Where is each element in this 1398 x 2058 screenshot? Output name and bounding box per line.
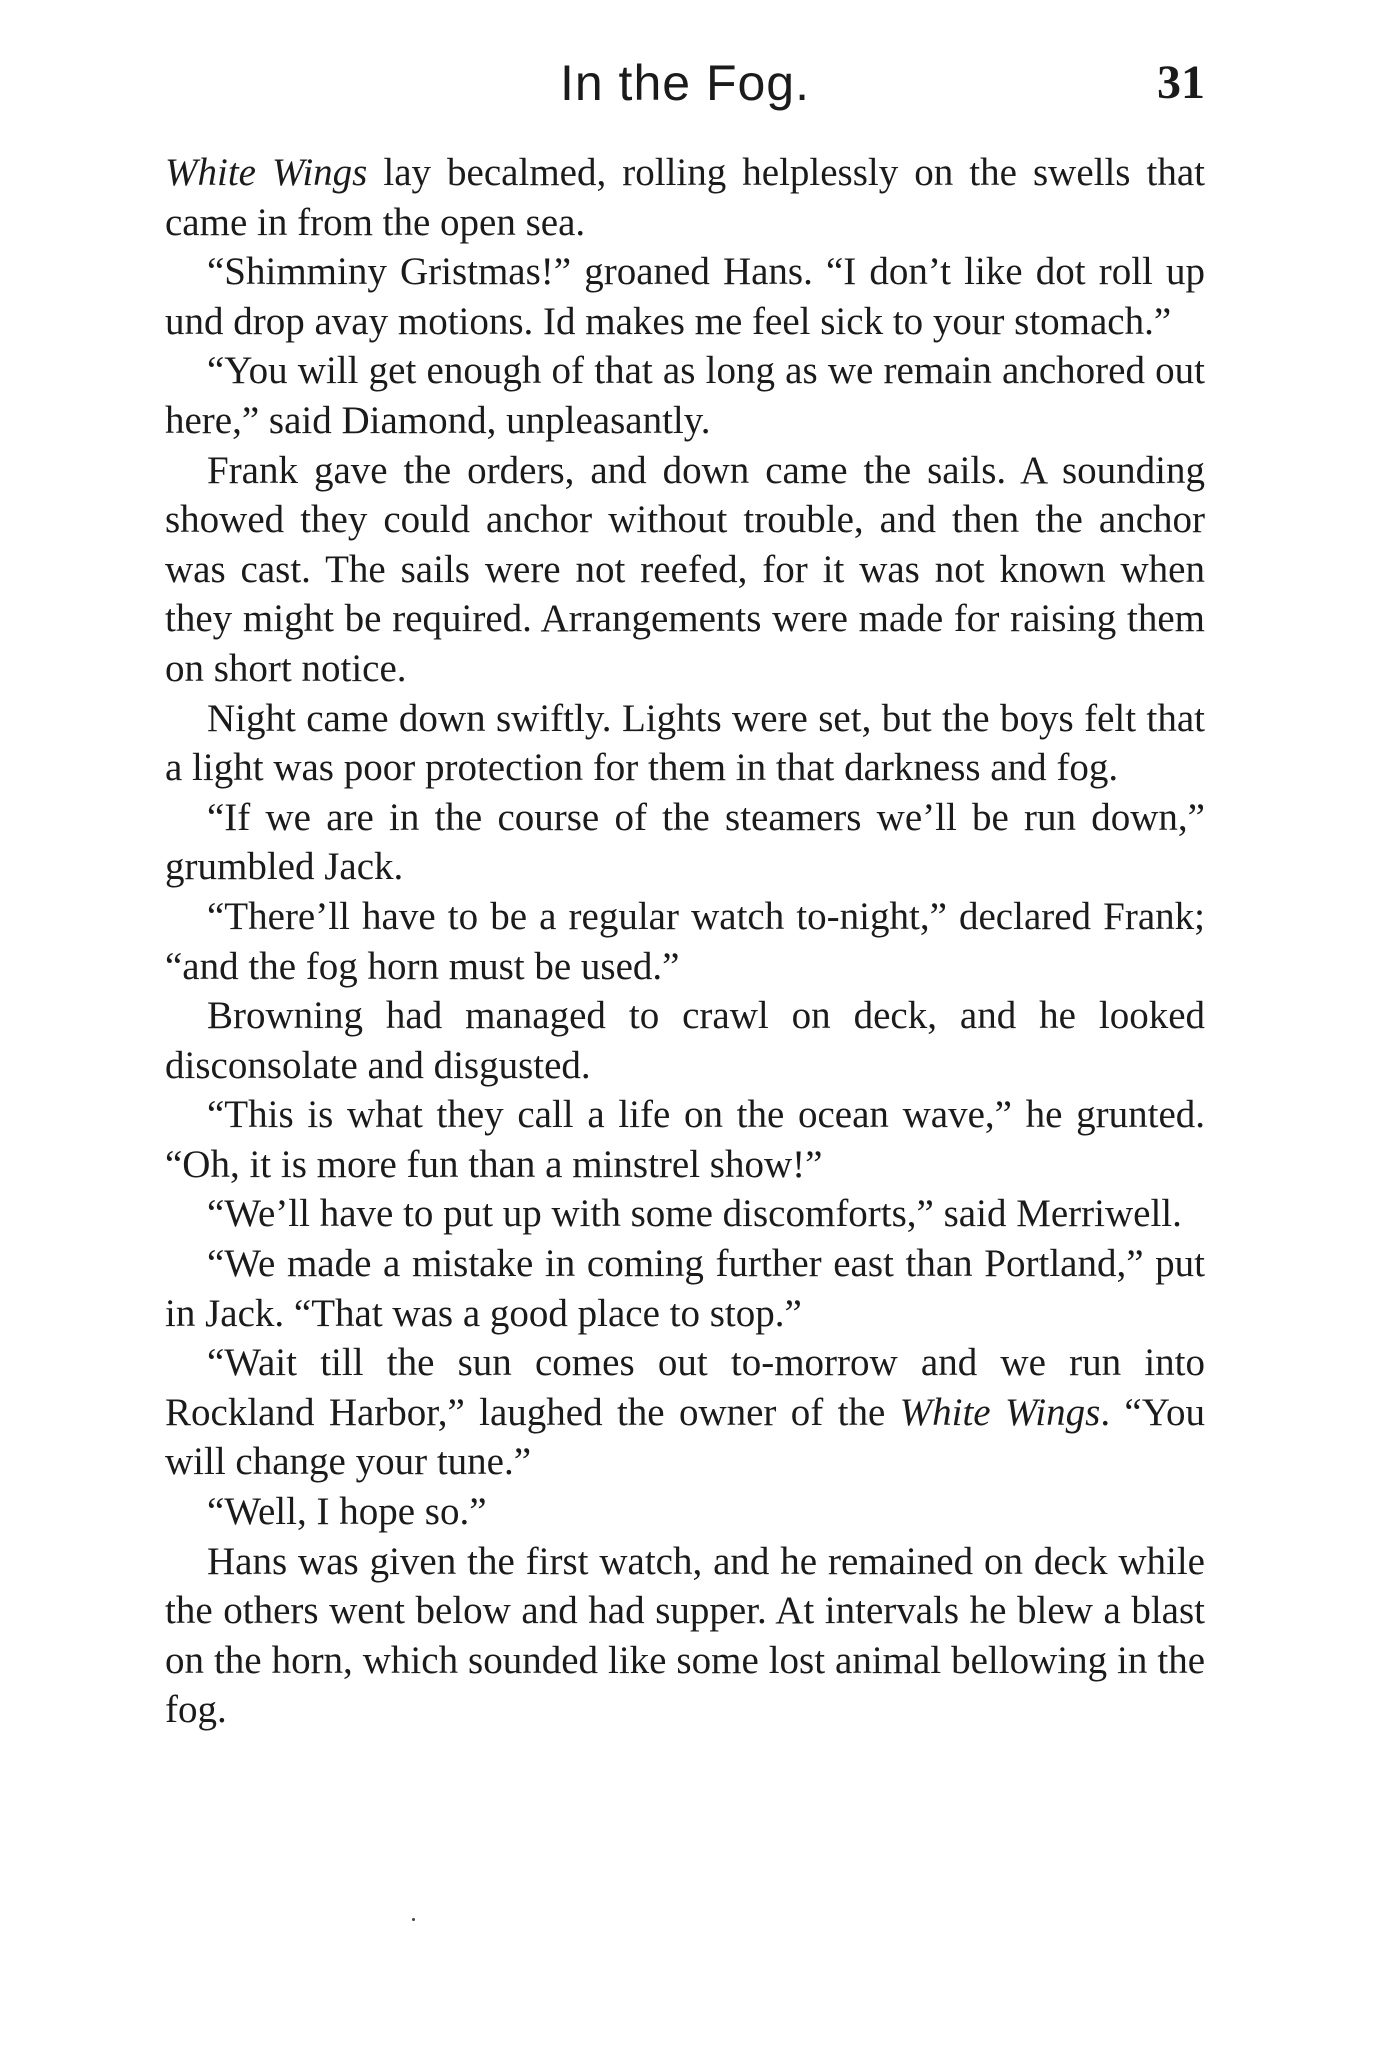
paragraph	[165, 1090, 1205, 1189]
paragraph	[165, 346, 1205, 445]
text-run: “You will get enough of that as long as we remain anchored out here,” said Diamond, unpleasantly.	[165, 349, 1205, 442]
body-text	[165, 148, 1205, 1735]
paragraph	[165, 793, 1205, 892]
paragraph	[165, 148, 1205, 247]
text-run: Night came down swiftly. Lights were set, but the boys felt that a light was poor protection for them in that darkness and fog.	[165, 696, 1205, 790]
italic-text: White Wings	[165, 151, 368, 194]
paragraph	[165, 446, 1205, 694]
text-run: Browning had managed to crawl on deck, and he looked disconsolate and disgusted.	[165, 994, 1205, 1087]
paragraph	[165, 247, 1205, 346]
paragraph	[165, 1487, 1205, 1537]
text-run: lay becalmed, rolling helplessly on the swells that came in from the open sea.	[165, 151, 1205, 244]
chapter-title: In the Fog.	[559, 55, 811, 111]
italic-text: White Wings	[899, 1390, 1101, 1434]
text-run: “Well, I hope so.”	[207, 1490, 487, 1534]
text-run: “If we are in the course of the steamers we’ll be run down,” grumbled Jack.	[165, 795, 1205, 889]
paragraph	[165, 1338, 1205, 1487]
running-head	[165, 48, 1205, 118]
paragraph	[165, 1189, 1205, 1239]
text-run: . “You will change your tune.”	[165, 1390, 1205, 1484]
text-run: “We made a mistake in coming further east than Portland,” put in Jack. “That was a good place to stop.”	[165, 1242, 1205, 1335]
paragraph	[165, 1537, 1205, 1735]
text-run: “This is what they call a life on the ocean wave,” he grunted. “Oh, it is more fun than a minstrel show!”	[165, 1093, 1205, 1186]
text-run: Frank gave the orders, and down came the sails. A sounding showed they could anchor without trouble, and then the anchor was cast. The sails were not reefed, for it was not known when they might be required. Arrangements were made for raising them on short notice.	[165, 448, 1205, 690]
text-run: “Shimminy Gristmas!” groaned Hans. “I don’t like dot roll up und drop avay motions. Id makes me feel sick to your stomach.”	[165, 250, 1205, 343]
text-run: “We’ll have to put up with some discomforts,” said Merriwell.	[207, 1192, 1182, 1236]
paragraph	[165, 892, 1205, 991]
paragraph	[165, 1239, 1205, 1338]
text-run: Hans was given the first watch, and he remained on deck while the others went below and had supper. At intervals he blew a blast on the horn, which sounded like some lost animal bellowing in the fog.	[165, 1539, 1205, 1732]
paragraph	[165, 991, 1205, 1090]
paragraph	[165, 694, 1205, 793]
text-run: “Wait till the sun comes out to-morrow and we run into Rockland Harbor,” laughed the owner of the	[165, 1341, 1205, 1434]
text-run: “There’ll have to be a regular watch to-night,” declared Frank; “and the fog horn must be used.”	[165, 894, 1205, 988]
page-number: 31	[1157, 56, 1205, 109]
print-speck	[412, 1918, 415, 1921]
